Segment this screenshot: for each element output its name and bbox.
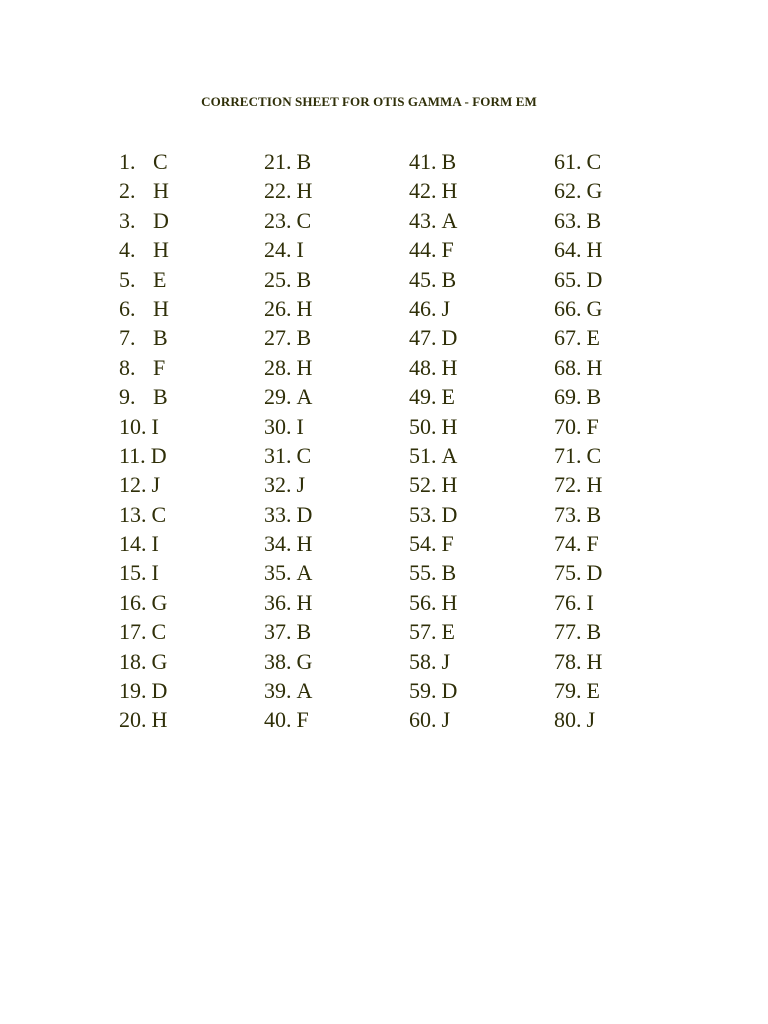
answer-row — [119, 323, 169, 352]
answer-row — [554, 265, 602, 294]
answer-letter: C — [153, 149, 168, 174]
question-number: 27. — [264, 325, 292, 351]
answer-letter: J — [441, 295, 451, 321]
answer-letter: F — [586, 531, 599, 557]
answer-letter: H — [296, 589, 313, 615]
question-number: 18. — [119, 648, 147, 674]
question-number: 10. — [119, 413, 147, 439]
answer-row — [264, 176, 312, 205]
answer-letter: I — [296, 413, 304, 439]
answer-column-2 — [264, 147, 312, 735]
answer-row — [409, 265, 457, 294]
question-number: 12. — [119, 472, 147, 498]
answer-letter: A — [441, 442, 458, 468]
answer-row — [409, 470, 457, 499]
answer-row — [554, 500, 602, 529]
question-number: 80. — [554, 707, 582, 733]
answer-row — [409, 382, 457, 411]
answer-row — [409, 412, 457, 441]
question-number: 46. — [409, 295, 437, 321]
answer-row — [554, 617, 602, 646]
question-number: 5. — [119, 266, 136, 292]
question-number: 37. — [264, 619, 292, 645]
answer-letter: E — [153, 266, 167, 292]
answer-letter: A — [296, 678, 313, 704]
question-number: 21. — [264, 149, 292, 174]
answer-row — [409, 529, 457, 558]
question-number: 44. — [409, 237, 437, 263]
question-number: 39. — [264, 678, 292, 704]
question-number: 28. — [264, 354, 292, 380]
answer-row — [409, 558, 457, 587]
question-number: 36. — [264, 589, 292, 615]
answer-letter: H — [296, 531, 313, 557]
answer-row — [264, 353, 312, 382]
answer-letter: B — [586, 619, 602, 645]
question-number: 65. — [554, 266, 582, 292]
answer-row — [409, 676, 457, 705]
answer-letter: D — [586, 266, 603, 292]
answer-row — [554, 588, 602, 617]
question-number: 47. — [409, 325, 437, 351]
question-number: 78. — [554, 648, 582, 674]
question-number: 52. — [409, 472, 437, 498]
question-number: 17. — [119, 619, 147, 645]
question-number: 66. — [554, 295, 582, 321]
answer-row — [554, 412, 602, 441]
answer-letter: I — [296, 237, 304, 263]
answer-letter: H — [441, 472, 458, 498]
answer-letter: H — [441, 178, 458, 204]
question-number: 4. — [119, 237, 136, 263]
answer-letter: H — [296, 354, 313, 380]
question-number: 9. — [119, 384, 136, 410]
answer-letter: G — [586, 295, 603, 321]
answer-row — [119, 441, 169, 470]
answer-row — [264, 647, 312, 676]
answer-letter: D — [441, 325, 458, 351]
answer-letter: H — [586, 472, 603, 498]
answer-row — [119, 353, 169, 382]
question-number: 76. — [554, 589, 582, 615]
answer-letter: C — [296, 207, 312, 233]
answer-row — [409, 206, 457, 235]
answer-row — [264, 382, 312, 411]
answer-row — [264, 412, 312, 441]
answer-letter: J — [441, 707, 451, 733]
answer-row — [554, 353, 602, 382]
answer-row — [264, 206, 312, 235]
answer-letter: G — [296, 648, 313, 674]
question-number: 55. — [409, 560, 437, 586]
answer-row — [264, 588, 312, 617]
answer-row — [264, 558, 312, 587]
answer-row — [119, 529, 169, 558]
answer-row — [264, 265, 312, 294]
question-number: 63. — [554, 207, 582, 233]
question-number: 50. — [409, 413, 437, 439]
question-number: 59. — [409, 678, 437, 704]
question-number: 49. — [409, 384, 437, 410]
question-number: 16. — [119, 589, 147, 615]
answer-letter: E — [441, 619, 455, 645]
answer-row — [554, 382, 602, 411]
answer-row — [264, 617, 312, 646]
answer-row — [119, 470, 169, 499]
answer-letter: A — [441, 207, 458, 233]
answer-letter: H — [153, 237, 169, 263]
answer-row — [119, 412, 169, 441]
answer-letter: J — [441, 648, 451, 674]
answer-letter: B — [586, 384, 602, 410]
question-number: 32. — [264, 472, 292, 498]
answer-row — [119, 235, 169, 264]
question-number: 15. — [119, 560, 147, 586]
answer-row — [409, 235, 457, 264]
answer-row — [119, 705, 169, 734]
answer-row — [409, 588, 457, 617]
answer-letter: B — [153, 384, 168, 410]
question-number: 62. — [554, 178, 582, 204]
answer-letter: B — [441, 149, 457, 174]
answer-letter: B — [296, 266, 312, 292]
question-number: 1. — [119, 149, 136, 174]
answer-column-1 — [119, 147, 169, 735]
question-number: 6. — [119, 295, 136, 321]
answer-row — [554, 294, 602, 323]
question-number: 23. — [264, 207, 292, 233]
answer-row — [409, 353, 457, 382]
answer-row — [264, 235, 312, 264]
question-number: 56. — [409, 589, 437, 615]
question-number: 77. — [554, 619, 582, 645]
question-number: 69. — [554, 384, 582, 410]
answer-row — [264, 470, 312, 499]
question-number: 31. — [264, 442, 292, 468]
answer-letter: I — [151, 531, 159, 557]
answer-row — [554, 235, 602, 264]
question-number: 53. — [409, 501, 437, 527]
question-number: 33. — [264, 501, 292, 527]
answer-row — [264, 529, 312, 558]
question-number: 79. — [554, 678, 582, 704]
answer-row — [554, 676, 602, 705]
answer-row — [409, 500, 457, 529]
answer-row — [119, 206, 169, 235]
answer-row — [554, 529, 602, 558]
answer-row — [554, 470, 602, 499]
answer-letter: H — [441, 589, 458, 615]
answer-row — [264, 500, 312, 529]
page-title: CORRECTION SHEET FOR OTIS GAMMA - FORM EM — [201, 94, 537, 109]
answer-row — [119, 558, 169, 587]
question-number: 61. — [554, 149, 582, 174]
answer-letter: I — [151, 560, 159, 586]
answer-row — [119, 147, 169, 176]
question-number: 48. — [409, 354, 437, 380]
answer-letter: H — [586, 648, 603, 674]
answer-letter: F — [441, 237, 454, 263]
question-number: 11. — [119, 442, 146, 468]
question-number: 57. — [409, 619, 437, 645]
question-number: 3. — [119, 207, 136, 233]
answer-letter: E — [441, 384, 455, 410]
answer-row — [409, 147, 457, 176]
question-number: 71. — [554, 442, 582, 468]
answer-row — [554, 558, 602, 587]
question-number: 34. — [264, 531, 292, 557]
answer-letter: J — [151, 472, 161, 498]
answer-row — [264, 705, 312, 734]
answer-letter: B — [296, 325, 312, 351]
question-number: 64. — [554, 237, 582, 263]
answer-row — [554, 705, 602, 734]
answer-row — [264, 441, 312, 470]
answer-letter: B — [296, 149, 312, 174]
answer-row — [264, 323, 312, 352]
answer-letter: J — [586, 707, 596, 733]
answer-row — [119, 588, 169, 617]
answer-row — [554, 647, 602, 676]
answer-column-3 — [409, 147, 457, 735]
answer-row — [119, 294, 169, 323]
answer-row — [119, 617, 169, 646]
answer-row — [119, 176, 169, 205]
answer-letter: D — [296, 501, 313, 527]
answer-row — [554, 176, 602, 205]
question-number: 68. — [554, 354, 582, 380]
question-number: 22. — [264, 178, 292, 204]
question-number: 38. — [264, 648, 292, 674]
question-number: 13. — [119, 501, 147, 527]
question-number: 19. — [119, 678, 147, 704]
answer-letter: H — [441, 413, 458, 439]
answer-letter: C — [586, 149, 602, 174]
question-number: 25. — [264, 266, 292, 292]
answer-letter: D — [586, 560, 603, 586]
question-number: 54. — [409, 531, 437, 557]
question-number: 40. — [264, 707, 292, 733]
answer-letter: C — [296, 442, 312, 468]
answer-letter: B — [153, 325, 168, 351]
question-number: 42. — [409, 178, 437, 204]
question-number: 67. — [554, 325, 582, 351]
answer-letter: F — [153, 354, 166, 380]
question-number: 73. — [554, 501, 582, 527]
answer-letter: B — [586, 207, 602, 233]
question-number: 2. — [119, 178, 136, 204]
question-number: 72. — [554, 472, 582, 498]
answer-row — [409, 294, 457, 323]
answer-letter: B — [441, 560, 457, 586]
question-number: 51. — [409, 442, 437, 468]
question-number: 58. — [409, 648, 437, 674]
answer-row — [409, 705, 457, 734]
answer-letter: C — [586, 442, 602, 468]
question-number: 29. — [264, 384, 292, 410]
question-number: 45. — [409, 266, 437, 292]
answer-row — [554, 206, 602, 235]
answer-letter: H — [586, 237, 603, 263]
answer-letter: G — [586, 178, 603, 204]
answer-letter: C — [151, 501, 167, 527]
question-number: 24. — [264, 237, 292, 263]
answer-letter: F — [296, 707, 309, 733]
question-number: 43. — [409, 207, 437, 233]
answer-row — [554, 147, 602, 176]
answer-row — [119, 500, 169, 529]
question-number: 41. — [409, 149, 437, 174]
answer-letter: G — [151, 648, 168, 674]
question-number: 35. — [264, 560, 292, 586]
answer-row — [554, 441, 602, 470]
answer-letter: J — [296, 472, 306, 498]
answer-letter: F — [441, 531, 454, 557]
answer-letter: G — [151, 589, 168, 615]
answer-letter: D — [150, 442, 167, 468]
question-number: 74. — [554, 531, 582, 557]
answer-letter: D — [441, 678, 458, 704]
answer-letter: B — [296, 619, 312, 645]
answer-letter: D — [151, 678, 168, 704]
answer-row — [119, 647, 169, 676]
answer-letter: B — [441, 266, 457, 292]
answer-letter: I — [151, 413, 159, 439]
answer-letter: D — [441, 501, 458, 527]
answer-letter: H — [296, 178, 313, 204]
question-number: 60. — [409, 707, 437, 733]
answer-letter: B — [586, 501, 602, 527]
answer-letter: H — [153, 295, 169, 321]
answer-row — [264, 294, 312, 323]
question-number: 26. — [264, 295, 292, 321]
answer-letter: H — [153, 178, 169, 204]
answer-row — [264, 676, 312, 705]
answer-row — [264, 147, 312, 176]
answer-letter: E — [586, 325, 600, 351]
answer-letter: A — [296, 560, 313, 586]
answer-column-4 — [554, 147, 602, 735]
question-number: 14. — [119, 531, 147, 557]
answer-letter: H — [296, 295, 313, 321]
question-number: 70. — [554, 413, 582, 439]
answer-letter: A — [296, 384, 313, 410]
answer-letter: D — [153, 207, 169, 233]
answer-row — [409, 441, 457, 470]
answer-row — [119, 676, 169, 705]
answer-row — [119, 265, 169, 294]
question-number: 75. — [554, 560, 582, 586]
question-number: 8. — [119, 354, 136, 380]
answer-letter: H — [586, 354, 603, 380]
answer-letter: H — [441, 354, 458, 380]
answer-letter: I — [586, 589, 594, 615]
answer-row — [554, 323, 602, 352]
answer-row — [409, 617, 457, 646]
answer-row — [409, 176, 457, 205]
question-number: 20. — [119, 707, 147, 733]
answer-letter: H — [151, 707, 168, 733]
answer-letter: E — [586, 678, 600, 704]
answer-row — [119, 382, 169, 411]
answer-letter: F — [586, 413, 599, 439]
answer-letter: C — [151, 619, 167, 645]
question-number: 7. — [119, 325, 136, 351]
question-number: 30. — [264, 413, 292, 439]
answer-row — [409, 647, 457, 676]
answer-row — [409, 323, 457, 352]
